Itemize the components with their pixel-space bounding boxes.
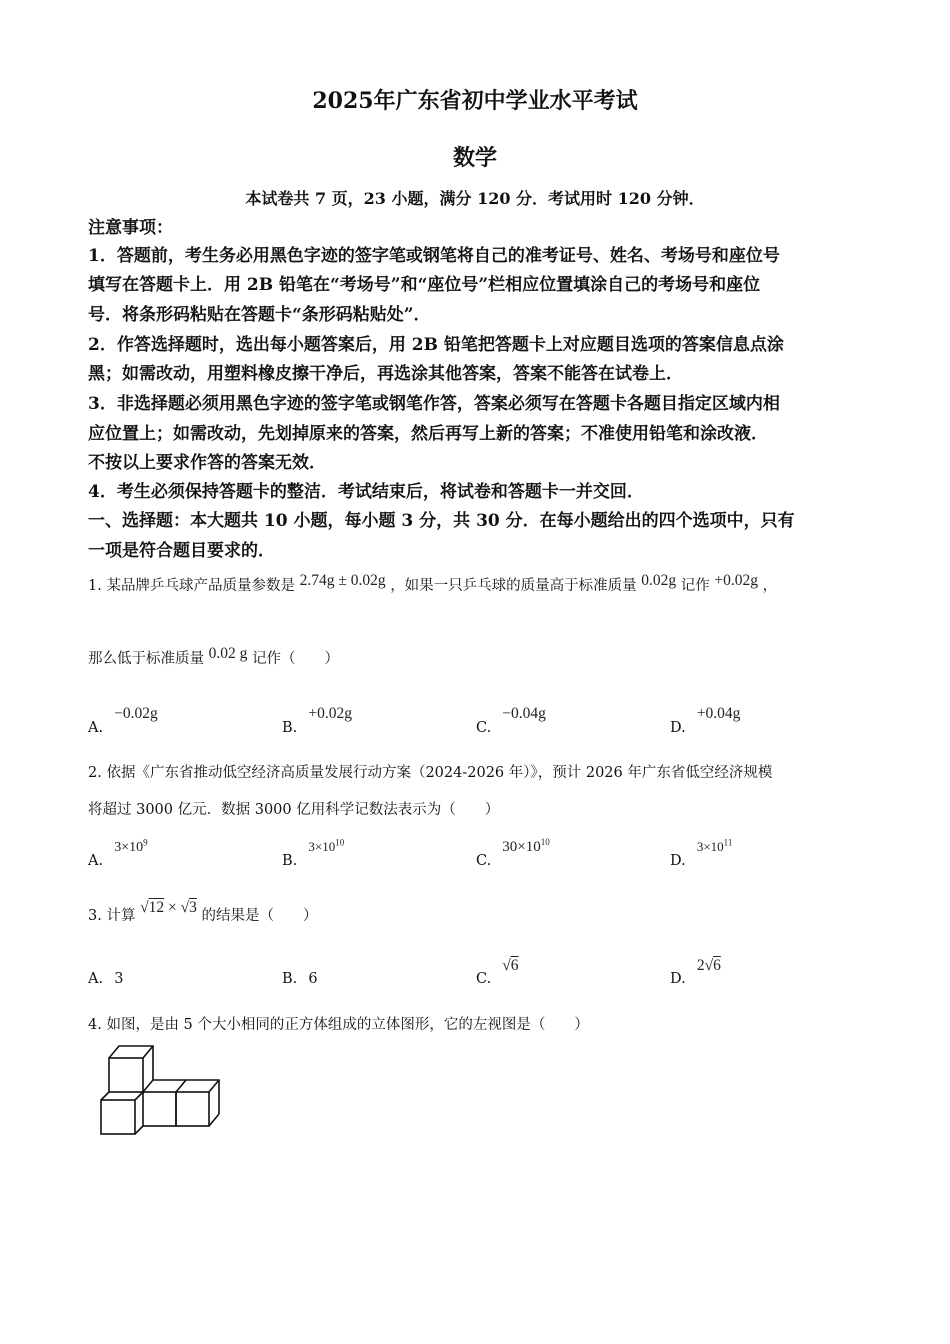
notice-line: 黑；如需改动，用塑料橡皮擦干净后，再选涂其他答案，答案不能答在试卷上． xyxy=(88,364,683,384)
q2-option-a: A. $3\times 10^9$ xyxy=(88,837,148,869)
q1-option-d: D. +0.04g xyxy=(670,705,741,736)
math-expr: 0.02 g xyxy=(208,645,248,662)
q3-option-c: C. √6 xyxy=(476,957,519,987)
q1-option-a: A. −0.02g xyxy=(88,705,158,736)
math-expr: √12 × √3 xyxy=(140,899,197,916)
exam-title: 2025年广东省初中学业水平考试 xyxy=(312,88,638,114)
notice-line: 应位置上；如需改动，先划掉原来的答案，然后再写上新的答案；不准使用铅笔和涂改液． xyxy=(88,424,768,444)
question-2-stem: 2. 依据《广东省推动低空经济高质量发展行动方案（2024-2026 年）》，预计 2026 年广东省低空经济规模 xyxy=(88,765,773,781)
subject-title: 数学 xyxy=(452,145,497,171)
q2-option-d: D. $3\times 10^{11}$ xyxy=(670,837,733,869)
notice-line: 2．作答选择题时，选出每小题答案后，用 2B 铅笔把答题卡上对应题目选项的答案信息点涂 xyxy=(88,335,784,355)
math-expr: +0.02g xyxy=(714,572,759,589)
section-heading-cont: 一项是符合题目要求的． xyxy=(88,541,275,561)
q2-option-b: B. $3\times 10^{10}$ xyxy=(282,837,345,869)
notice-line: 填写在答题卡上．用 2B 铅笔在“考场号”和“座位号”栏相应位置填涂自己的考场号和座位 xyxy=(88,275,761,295)
q3-option-d: D. 2√6 xyxy=(670,957,721,987)
q1-option-b: B. +0.02g xyxy=(282,705,352,736)
notice-line: 3．非选择题必须用黑色字迹的签字笔或钢笔作答，答案必须写在答题卡各题目指定区域内相 xyxy=(88,394,780,414)
notice-line: 不按以上要求作答的答案无效． xyxy=(88,453,326,473)
cube-figure xyxy=(95,1040,225,1140)
question-1-stem-cont: 那么低于标准质量 0.02 g 记作（ ） xyxy=(88,645,339,667)
q3-option-b: B. 6 xyxy=(282,971,318,987)
math-expr: 0.02g xyxy=(641,572,677,589)
q1-option-c: C. −0.04g xyxy=(476,705,546,736)
q3-option-a: A. 3 xyxy=(88,971,124,987)
notice-line: 号．将条形码粘贴在答题卡“条形码粘贴处”． xyxy=(88,305,431,325)
question-2-stem-cont: 将超过 3000 亿元．数据 3000 亿用科学记数法表示为（ ） xyxy=(88,802,500,818)
section-heading: 一、选择题：本大题共 10 小题，每小题 3 分，共 30 分．在每小题给出的四个选项中，只有 xyxy=(88,511,795,531)
q2-option-c: C. $30\times 10^{10}$ xyxy=(476,837,550,869)
notice-heading: 注意事项： xyxy=(88,218,173,238)
math-expr: 2.74g ± 0.02g xyxy=(299,572,386,589)
notice-line: 1．答题前，考生务必用黑色字迹的签字笔或钢笔将自己的准考证号、姓名、考场号和座位号 xyxy=(88,246,780,266)
exam-info: 本试卷共 7 页，23 小题，满分 120 分．考试用时 120 分钟． xyxy=(245,189,705,208)
question-1-stem: 1. 某品牌乒乓球产品质量参数是 2.74g ± 0.02g ，如果一只乒乓球的质量高于标准质量 0.02g 记作 +0.02g ， xyxy=(88,572,778,594)
question-4-stem: 4. 如图，是由 5 个大小相同的正方体组成的立体图形，它的左视图是（ ） xyxy=(88,1017,589,1033)
notice-line: 4．考生必须保持答题卡的整洁．考试结束后，将试卷和答题卡一并交回． xyxy=(88,482,644,502)
question-3-stem: 3. 计算 √12 × √3 的结果是（ ） xyxy=(88,899,318,924)
